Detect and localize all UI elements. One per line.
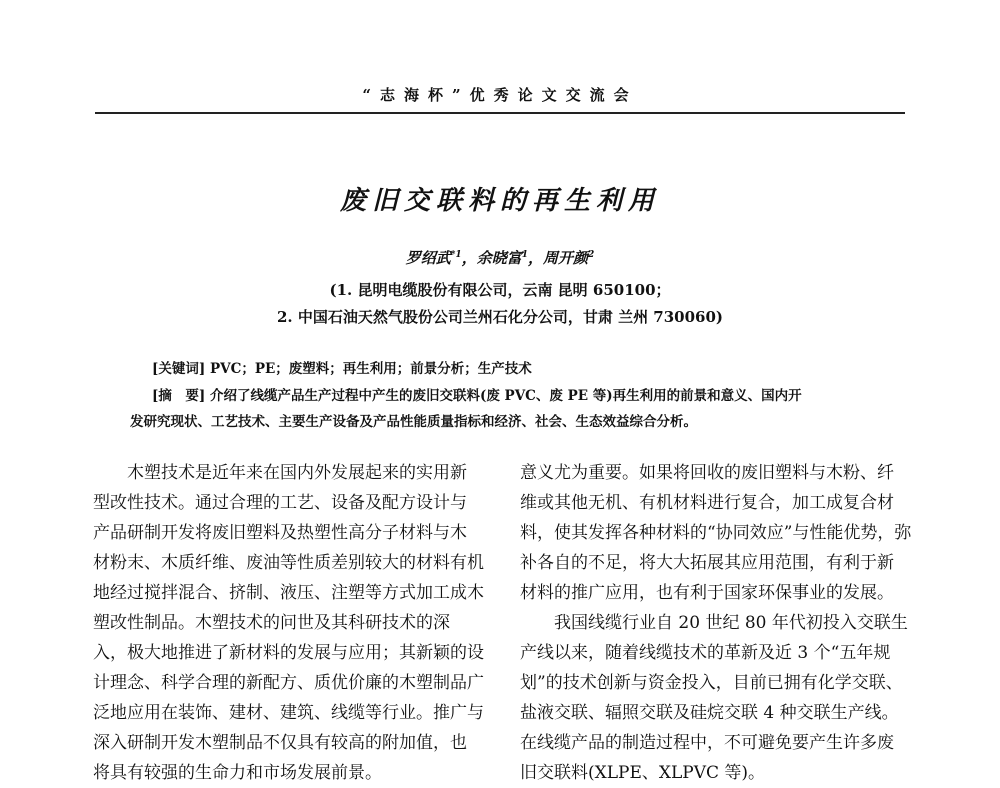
author-3: 周开颜	[543, 249, 589, 267]
body-line: 在线缆产品的制造过程中，不可避免要产生许多废	[520, 733, 894, 753]
body-line: 划”的技术创新与资金投入，目前已拥有化学交联、	[520, 673, 903, 693]
author-2-affiliation-mark: 1	[521, 250, 528, 260]
body-line: 塑改性制品。木塑技术的问世及其科研技术的深	[93, 613, 450, 633]
body-line: 地经过搅拌混合、挤制、液压、注塑等方式加工成木	[93, 583, 484, 603]
body-line: 材粉末、木质纤维、废油等性质差别较大的材料有机	[93, 553, 484, 573]
body-line: 将具有较强的生命力和市场发展前景。	[93, 763, 382, 783]
author-separator: ，	[461, 249, 477, 267]
paper-title: 废旧交联料的再生利用	[339, 186, 660, 216]
author-3-affiliation-mark: 2	[588, 250, 595, 260]
body-line: 深入研制开发木塑制品不仅具有较高的附加值，也	[93, 733, 467, 753]
keywords: [关键词] PVC；PE；废塑料；再生利用；前景分析；生产技术	[152, 361, 532, 377]
author-1: 罗绍武	[405, 249, 451, 267]
running-header: “志海杯”优秀论文交流会	[362, 86, 638, 104]
body-line: 补各自的不足，将大大拓展其应用范围，有利于新	[520, 553, 894, 573]
affiliation-2: 2. 中国石油天然气股份公司兰州石化分公司，甘肃 兰州 730060)	[276, 308, 724, 326]
abstract-line: 发研究现状、工艺技术、主要生产设备及产品性能质量指标和经济、社会、生态效益综合分析。	[130, 414, 697, 430]
body-line: 我国线缆行业自 20 世纪 80 年代初投入交联生	[520, 613, 908, 633]
affiliation-1: (1. 昆明电缆股份有限公司，云南 昆明 650100；	[329, 281, 671, 299]
abstract-line: [摘 要] 介绍了线缆产品生产过程中产生的废旧交联料(废 PVC、废 PE 等)再生利用的前景和意义、国内开	[152, 388, 802, 404]
body-column-right	[520, 458, 910, 788]
body-line: 木塑技术是近年来在国内外发展起来的实用新	[93, 463, 467, 483]
body-line: 盐液交联、辐照交联及硅烷交联 4 种交联生产线。	[520, 703, 899, 723]
body-line: 产品研制开发将废旧塑料及热塑性高分子材料与木	[93, 523, 467, 543]
body-line: 意义尤为重要。如果将回收的废旧塑料与木粉、纤	[520, 463, 894, 483]
body-line: 维或其他无机、有机材料进行复合，加工成复合材	[520, 493, 894, 513]
body-line: 产线以来，随着线缆技术的革新及近 3 个“五年规	[520, 643, 891, 663]
body-line: 型改性技术。通过合理的工艺、设备及配方设计与	[93, 493, 467, 513]
author-1-affiliation-mark: *1	[450, 250, 462, 260]
body-line: 材料的推广应用，也有利于国家环保事业的发展。	[520, 583, 894, 603]
body-line: 料，使其发挥各种材料的“协同效应”与性能优势，弥	[520, 523, 912, 543]
body-line: 计理念、科学合理的新配方、质优价廉的木塑制品广	[93, 673, 484, 693]
body-column-left	[93, 458, 483, 788]
body-line: 旧交联料(XLPE、XLPVC 等)。	[520, 763, 766, 783]
header-rule	[95, 112, 905, 114]
body-line: 泛地应用在装饰、建材、建筑、线缆等行业。推广与	[93, 703, 484, 723]
author-separator: ，	[527, 249, 543, 267]
body-line: 入，极大地推进了新材料的发展与应用；其新颖的设	[93, 643, 484, 663]
author-list	[0, 247, 1000, 268]
author-2: 余晓富	[476, 249, 522, 267]
